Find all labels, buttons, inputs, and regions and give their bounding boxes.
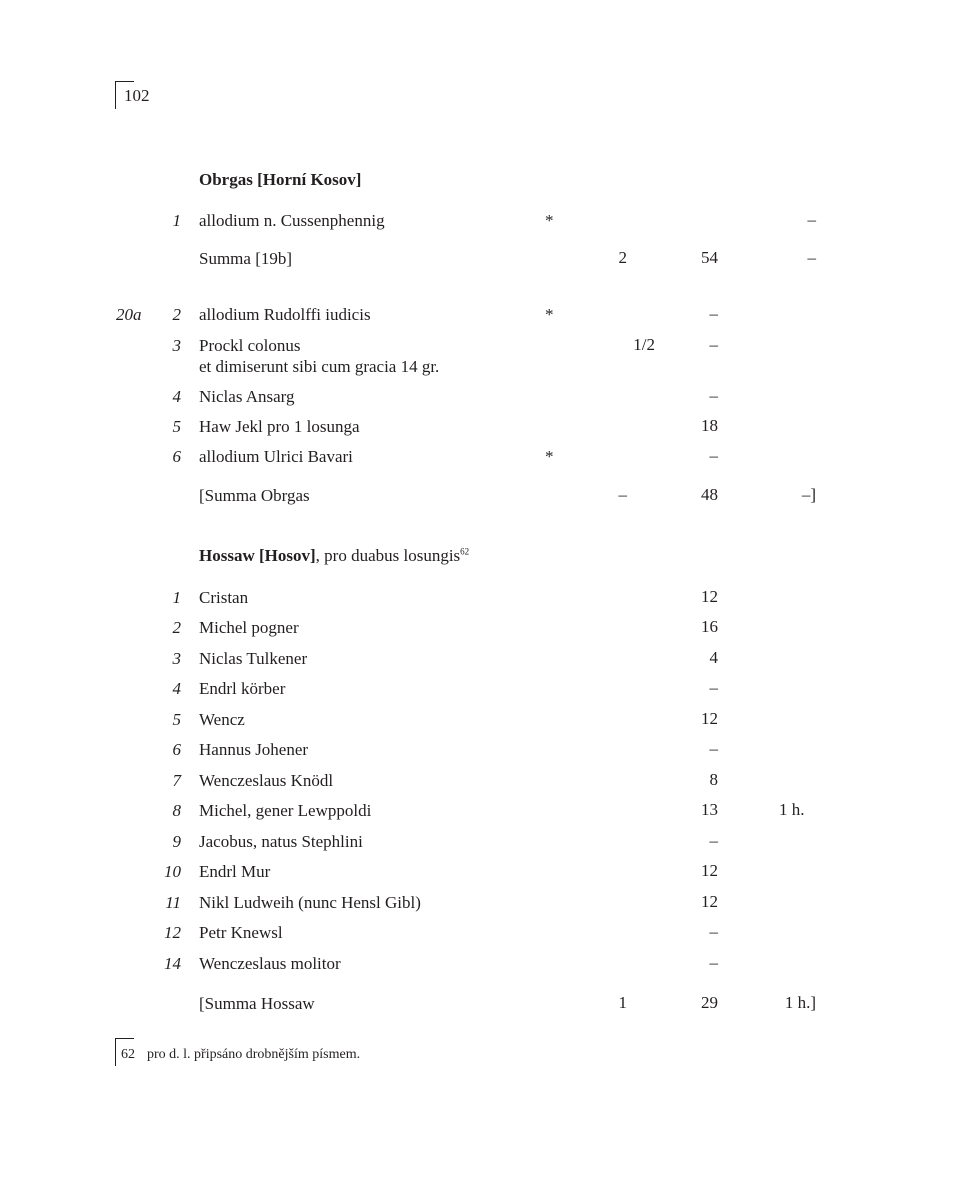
value-col3: – (709, 446, 718, 465)
entry-number: 9 (172, 832, 181, 851)
entry-number: 12 (164, 923, 181, 942)
value-col3: 29 (701, 993, 718, 1012)
footnote-number: 62 (121, 1047, 135, 1062)
footnote (121, 1047, 360, 1063)
entry-name: Hannus Johener (199, 740, 309, 759)
entry-number: 3 (172, 649, 181, 668)
summa-line: [Summa Hossaw (199, 994, 315, 1013)
value-col3: 8 (709, 770, 718, 789)
entry-name: allodium n. Cussenphennig (199, 211, 385, 230)
entry-number: 3 (172, 336, 181, 355)
entry-name: allodium Ulrici Bavari (199, 447, 353, 466)
entry-name: Prockl colonus (199, 336, 301, 355)
value-col4: 1 h. (779, 800, 805, 819)
value-col2: 2 (618, 248, 627, 267)
value-col2: 1 (618, 993, 627, 1012)
entry-number: 14 (164, 954, 181, 973)
entry-note: et dimiserunt sibi cum gracia 14 gr. (199, 357, 440, 376)
value-col3: 13 (701, 800, 718, 819)
entry-name: Petr Knewsl (199, 923, 283, 942)
entry-number: 11 (165, 893, 181, 912)
value-col4: –] (801, 485, 816, 504)
entry-name: allodium Rudolffi iudicis (199, 305, 371, 324)
page-number: 102 (124, 86, 150, 105)
entry-name: Niclas Tulkener (199, 649, 308, 668)
allodium-mark: * (545, 305, 554, 324)
footnote-text: pro d. l. připsáno drobnějším písmem. (147, 1047, 361, 1062)
allodium-mark: * (545, 211, 554, 230)
entry-number: 5 (172, 417, 181, 436)
folio-marker: 20a (116, 305, 142, 324)
entry-name: Wenczeslaus Knödl (199, 771, 334, 790)
value-col3: – (709, 953, 718, 972)
entry-number: 2 (172, 305, 181, 324)
value-col3: – (709, 304, 718, 323)
entry-name: Haw Jekl pro 1 losunga (199, 417, 360, 436)
entry-number: 2 (172, 618, 181, 637)
value-col3: 12 (701, 709, 718, 728)
section-heading-obrgas: Obrgas [Horní Kosov] (199, 170, 362, 189)
footnote-ref: 62 (460, 546, 470, 557)
entry-name: Endrl körber (199, 679, 286, 698)
value-col3: – (709, 831, 718, 850)
entry-name: Niclas Ansarg (199, 387, 295, 406)
entry-number: 10 (164, 862, 181, 881)
value-col3: 54 (701, 248, 718, 267)
entry-name: Michel, gener Lewppoldi (199, 801, 372, 820)
value-col3: 4 (709, 648, 718, 667)
summa-line: Summa [19b] (199, 249, 293, 268)
value-col3: 12 (701, 861, 718, 880)
value-col3: 12 (701, 587, 718, 606)
entry-number: 8 (172, 801, 181, 820)
entry-number: 6 (172, 740, 181, 759)
section-heading-hossaw: Hossaw [Hosov], pro duabus losungis$^{62}$ (199, 546, 470, 565)
value-col4: 1 h.] (784, 993, 816, 1012)
entry-name: Endrl Mur (199, 862, 271, 881)
value-col3: – (709, 922, 718, 941)
entry-name: Nikl Ludweih (nunc Hensl Gibl) (199, 893, 421, 912)
value-col3: 16 (701, 617, 718, 636)
entry-name: Jacobus, natus Stephlini (199, 832, 363, 851)
value-col3: – (709, 678, 718, 697)
entry-name: Michel pogner (199, 618, 299, 637)
value-col4: – (807, 210, 816, 229)
entry-number: 1 (172, 588, 181, 607)
entry-number: 1 (172, 211, 181, 230)
entry-number: 4 (172, 679, 181, 698)
value-col3: – (709, 386, 718, 405)
value-col2: – (618, 485, 627, 504)
value-col3: 18 (701, 416, 718, 435)
value-col4: – (807, 248, 816, 267)
value-col2: 1/2 (633, 335, 655, 354)
entry-number: 5 (172, 710, 181, 729)
entry-name: Wencz (199, 710, 245, 729)
summa-line: [Summa Obrgas (199, 486, 310, 505)
entry-name: Wenczeslaus molitor (199, 954, 341, 973)
entry-number: 6 (172, 447, 181, 466)
value-col3: – (709, 739, 718, 758)
value-col3: 12 (701, 892, 718, 911)
entry-number: 4 (172, 387, 181, 406)
entry-number: 7 (172, 771, 181, 790)
value-col3: – (709, 335, 718, 354)
value-col3: 48 (701, 485, 718, 504)
entry-name: Cristan (199, 588, 249, 607)
allodium-mark: * (545, 447, 554, 466)
